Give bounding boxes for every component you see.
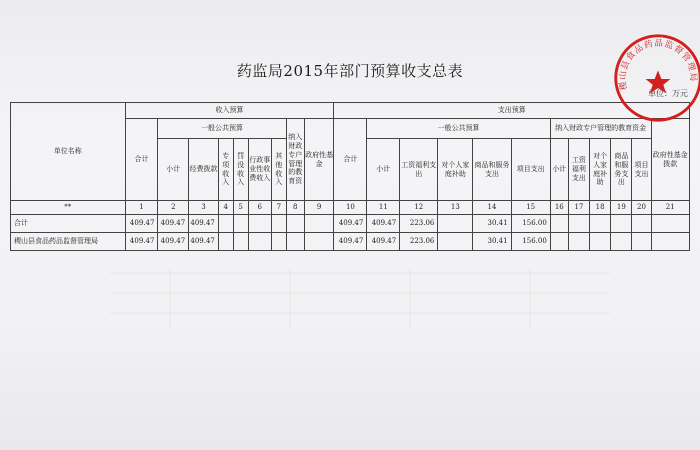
empty-cell xyxy=(304,215,334,233)
row-unit-name: 稷山县食品药品监督管理局 xyxy=(11,233,126,251)
header-income-penalty: 罚没收入 xyxy=(233,139,248,201)
header-sm-wages: 工资福利支出 xyxy=(568,139,589,201)
header-expense-personal: 对个人家庭补助 xyxy=(438,139,473,201)
header-income-total: 合计 xyxy=(125,119,158,201)
empty-cell xyxy=(233,215,248,233)
row-unit-name: 合计 xyxy=(11,215,126,233)
empty-cell xyxy=(218,215,233,233)
empty-cell xyxy=(248,233,271,251)
index-cell: 4 xyxy=(218,201,233,215)
cell-expense-subtotal: 409.47 xyxy=(367,215,400,233)
index-cell: 14 xyxy=(473,201,511,215)
index-cell: 19 xyxy=(611,201,632,215)
cell-income-funds: 409.47 xyxy=(189,233,219,251)
official-seal-icon xyxy=(610,30,700,126)
cell-expense-wages: 223.06 xyxy=(400,215,438,233)
header-expense-project: 项目支出 xyxy=(511,139,550,201)
empty-cell xyxy=(271,215,286,233)
header-income-general: 一般公共预算 xyxy=(158,119,286,139)
index-cell: 1 xyxy=(125,201,158,215)
document-title: 药监局2015年部门预算收支总表 xyxy=(236,62,464,80)
empty-cell xyxy=(590,215,611,233)
index-cell: 3 xyxy=(189,201,219,215)
header-sm-project: 项目支出 xyxy=(632,139,651,201)
empty-cell xyxy=(218,233,233,251)
header-expense-total: 合计 xyxy=(334,119,367,201)
index-cell: 11 xyxy=(367,201,400,215)
index-cell: 8 xyxy=(286,201,304,215)
empty-cell xyxy=(632,233,651,251)
index-row xyxy=(11,201,690,215)
index-cell: ** xyxy=(11,201,126,215)
empty-cell xyxy=(568,233,589,251)
header-income-special: 专项收入 xyxy=(218,139,233,201)
header-income: 收入预算 xyxy=(125,103,334,119)
header-expense-wages: 工资福利支出 xyxy=(400,139,438,201)
header-sm-goods: 商品和服务支出 xyxy=(611,139,632,201)
index-cell: 13 xyxy=(438,201,473,215)
cell-expense-project: 156.00 xyxy=(511,233,550,251)
table-row xyxy=(11,215,690,233)
header-income-special-edu: 纳入财政专户管理的教育资 xyxy=(286,119,304,201)
empty-cell xyxy=(632,215,651,233)
header-expense-goods: 商品和服务支出 xyxy=(473,139,511,201)
header-income-subtotal: 小计 xyxy=(158,139,189,201)
header-income-funds: 经费拨款 xyxy=(189,139,219,201)
empty-cell xyxy=(271,233,286,251)
cell-expense-wages: 223.06 xyxy=(400,233,438,251)
cell-income-subtotal: 409.47 xyxy=(158,215,189,233)
header-expense-gov-fund: 政府性基金拨款 xyxy=(651,119,689,201)
cell-expense-total: 409.47 xyxy=(334,233,367,251)
header-income-gov-fund: 政府性基金 xyxy=(304,119,334,201)
cell-income-total: 409.47 xyxy=(125,233,158,251)
empty-cell xyxy=(611,233,632,251)
index-cell: 21 xyxy=(651,201,689,215)
index-cell: 10 xyxy=(334,201,367,215)
header-unit-name: 单位名称 xyxy=(11,103,126,201)
cell-expense-project: 156.00 xyxy=(511,215,550,233)
cell-expense-subtotal: 409.47 xyxy=(367,233,400,251)
unit-note: 单位：万元 xyxy=(648,89,688,98)
empty-cell xyxy=(651,233,689,251)
index-cell: 18 xyxy=(590,201,611,215)
empty-cell xyxy=(438,215,473,233)
cell-expense-total: 409.47 xyxy=(334,215,367,233)
empty-cell xyxy=(590,233,611,251)
empty-cell xyxy=(304,233,334,251)
cell-income-total: 409.47 xyxy=(125,215,158,233)
cell-expense-goods: 30.41 xyxy=(473,233,511,251)
table-row xyxy=(11,233,690,251)
empty-cell xyxy=(233,233,248,251)
index-cell: 6 xyxy=(248,201,271,215)
index-cell: 9 xyxy=(304,201,334,215)
index-cell: 15 xyxy=(511,201,550,215)
empty-cell xyxy=(438,233,473,251)
empty-cell xyxy=(651,215,689,233)
index-cell: 16 xyxy=(550,201,568,215)
index-cell: 2 xyxy=(158,201,189,215)
header-sm-personal: 对个人家庭补助 xyxy=(590,139,611,201)
empty-cell xyxy=(611,215,632,233)
cell-income-subtotal: 409.47 xyxy=(158,233,189,251)
index-cell: 5 xyxy=(233,201,248,215)
header-income-other: 其他收入 xyxy=(271,139,286,201)
cell-income-funds: 409.47 xyxy=(189,215,219,233)
empty-cell xyxy=(286,233,304,251)
index-cell: 12 xyxy=(400,201,438,215)
show-through-lines xyxy=(110,268,610,328)
empty-cell xyxy=(568,215,589,233)
index-cell: 7 xyxy=(271,201,286,215)
header-expense-general: 一般公共预算 xyxy=(367,119,550,139)
empty-cell xyxy=(248,215,271,233)
cell-expense-goods: 30.41 xyxy=(473,215,511,233)
header-expense-special-mgmt: 纳入财政专户管理的教育资金 xyxy=(550,119,651,139)
index-cell: 20 xyxy=(632,201,651,215)
index-cell: 17 xyxy=(568,201,589,215)
empty-cell xyxy=(550,233,568,251)
seal-text: 稷山县食品药品监督管理局 xyxy=(618,38,698,92)
empty-cell xyxy=(286,215,304,233)
header-sm-subtotal: 小计 xyxy=(550,139,568,201)
empty-cell xyxy=(550,215,568,233)
header-expense: 支出预算 xyxy=(334,103,690,119)
budget-table xyxy=(10,102,690,251)
header-income-admin-fee: 行政事业性收费收入 xyxy=(248,139,271,201)
header-expense-subtotal: 小计 xyxy=(367,139,400,201)
